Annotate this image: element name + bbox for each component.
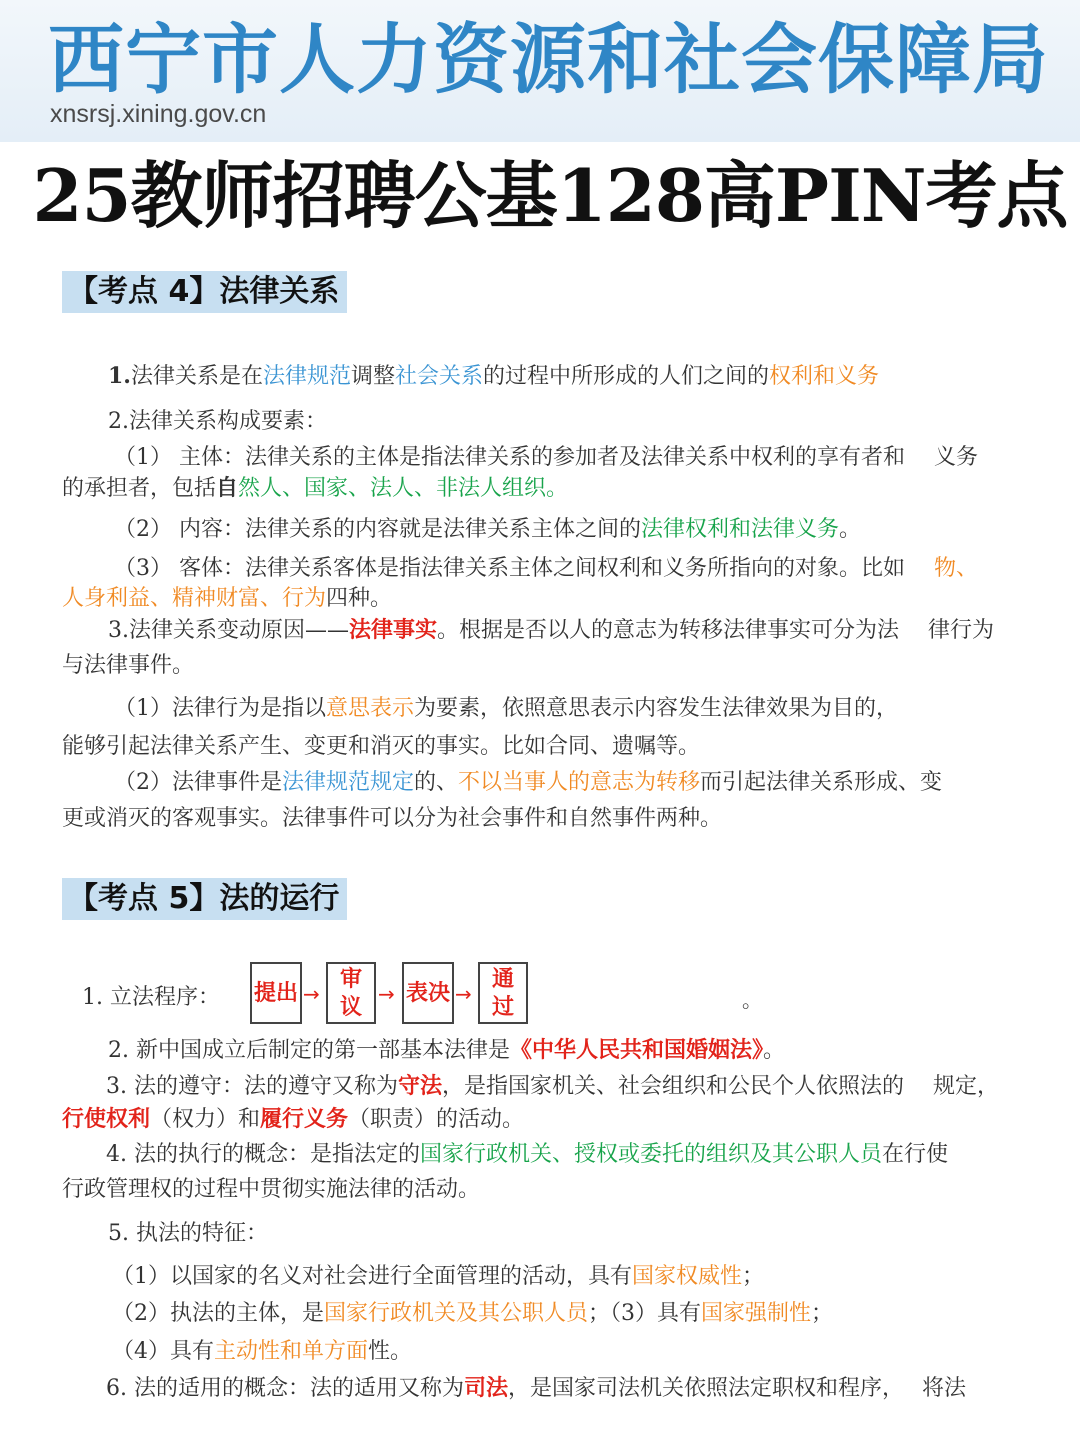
bureau-title: 西宁市人力资源和社会保障局 [48,15,1049,104]
bureau-url: xnsrsj.xining.gov.cn [50,100,267,128]
page-title: 25教师招聘公基128高PIN考点 [32,153,1068,238]
item-3a: 3. 法的遵守：法的遵守又称为守法，是指国家机关、社会组织和公民个人依照法的 规定， [106,1073,999,1099]
item-5-2: （2）执法的主体，是国家行政机关及其公职人员；（3）具有国家强制性； [112,1301,834,1326]
paragraph-5a: （3） 客体：法律关系客体是指法律关系主体之间权利和义务所指向的对象。比如 物、 [114,556,979,581]
flow-label: 1. 立法程序： [82,985,220,1010]
paragraph-5b: 人身利益、精神财富、行为四种。 [62,586,393,611]
flow-arrow: → [455,982,472,1006]
header-banner [0,0,1080,142]
flow-step: 审议 [326,962,376,1024]
flow-arrow: → [303,982,320,1006]
flow-end-mark: 。 [742,988,762,1012]
item-4b: 行政管理权的过程中贯彻实施法律的活动。 [62,1177,481,1202]
paragraph-1: 1.法律关系是在法律规范调整社会关系的过程中所形成的人们之间的权利和义务 [108,363,880,389]
paragraph-6b: 与法律事件。 [62,653,195,678]
paragraph-7a: （1）法律行为是指以意思表示为要素，依照意思表示内容发生法律效果为目的， [114,696,899,721]
section-heading-5: 【考点 5】法的运行 [62,878,347,920]
flow-arrow: → [378,982,395,1006]
flow-step: 通过 [478,962,528,1024]
paragraph-3a: （1） 主体：法律关系的主体是指法律关系的参加者及法律关系中权利的享有者和 义务 [114,445,978,470]
section-heading-4: 【考点 4】法律关系 [62,271,347,313]
item-3b: 行使权利（权力）和履行义务（职责）的活动。 [62,1106,525,1132]
paragraph-3b: 的承担者，包括自然人、国家、法人、非法人组织。 [62,475,569,501]
paragraph-2: 2.法律关系构成要素： [108,409,327,434]
paragraph-4: （2） 内容：法律关系的内容就是法律关系主体之间的法律权利和法律义务。 [114,517,862,542]
paragraph-6a: 3.法律关系变动原因——法律事实。根据是否以人的意志为转移法律事实可分为法 律行为 [108,617,995,643]
item-6: 6. 法的适用的概念：法的适用又称为司法，是国家司法机关依照法定职权和程序， 将法 [106,1375,967,1401]
item-5-4: （4）具有主动性和单方面性。 [112,1339,413,1364]
flow-step: 提出 [250,962,302,1024]
paragraph-7b: 能够引起法律关系产生、变更和消灭的事实。比如合同、遗嘱等。 [62,734,701,759]
flow-step: 表决 [402,962,454,1024]
item-5-1: （1）以国家的名义对社会进行全面管理的活动，具有国家权威性； [112,1264,765,1289]
item-5: 5. 执法的特征： [108,1221,268,1246]
item-4a: 4. 法的执行的概念：是指法定的国家行政机关、授权或委托的组织及其公职人员在行使 [106,1142,949,1167]
paragraph-8a: （2）法律事件是法律规范规定的、不以当事人的意志为转移而引起法律关系形成、变 [114,770,943,795]
legislative-flow [82,962,782,1028]
item-2: 2. 新中国成立后制定的第一部基本法律是《中华人民共和国婚姻法》。 [108,1037,786,1063]
paragraph-8b: 更或消灭的客观事实。法律事件可以分为社会事件和自然事件两种。 [62,806,723,831]
